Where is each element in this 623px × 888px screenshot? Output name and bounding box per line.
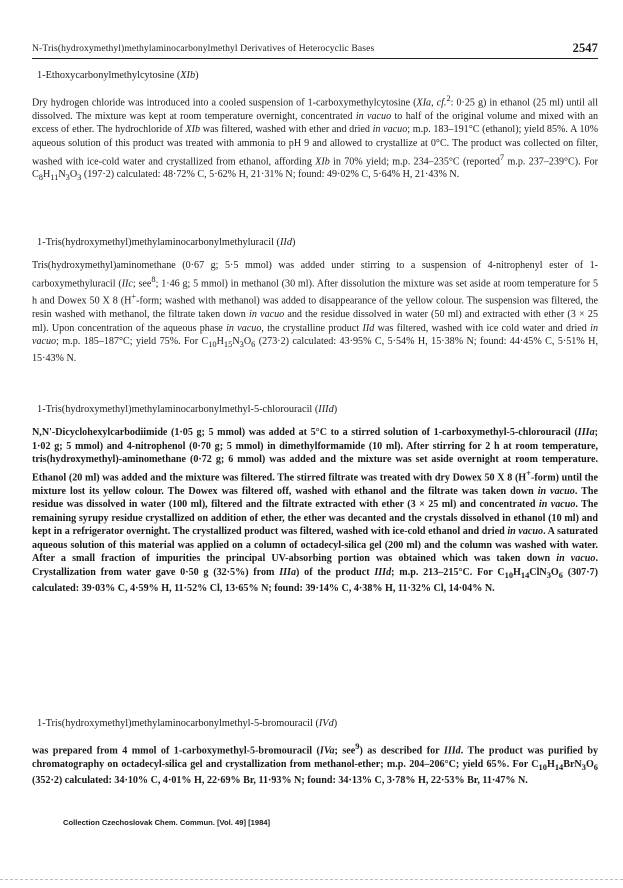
header-rule [32, 58, 598, 59]
section-heading: 1-Tris(hydroxymethyl)methylaminocarbonylmethyl-5-bromouracil (IVd) [37, 718, 338, 729]
section-body: Tris(hydroxymethyl)aminomethane (0·67 g; 5·5 mmol) was added under stirring to a suspension of 4-nitrophenyl ester of 1-carboxymethyluracil (IIc; see$^8$; 1·46 g; 5 mmol) in methanol (30 ml). After dissolution the mixture was set aside at room temperature for 5 h and Dowex 50 X 8 (H+-form; washed with methanol) was added to disappearance of the yellow colour. The suspension was filtered, the resin washed with methanol, the filtrate taken down in vacuo and the residue dissolved in water (50 ml) and extracted with ether (3 × 25 ml). Upon concentration of the aqueous phase in vacuo, the crystalline product IId was filtered, washed with ice cold water and dried in vacuo; m.p. 185–187°C; yield 75%. For $C_{10}H_{15}N_3O_6$ (273·2) calculated: 43·95% C, 5·54% H, 15·38% N; found: 44·45% C, 5·51% H, 15·43% N. [32, 260, 599, 365]
section-heading: 1-Ethoxycarbonylmethylcytosine (XIb) [37, 70, 199, 81]
page-number: 2547 [572, 41, 598, 55]
section-ivd [32, 718, 598, 788]
section-body: N,N'-Dicyclohexylcarbodiimide (1·05 g; 5 mmol) was added at 5°C to a stirred solution of 1-carboxymethyl-5-chlorouracil (IIIa; 1·02 g; 5 mmol) and 4-nitrophenol (0·70 g; 5 mmol) in dimethylformamide (10 ml). After stirring for 2 h at room temperature, tris(hydroxymethyl)-aminomethane (0·72 g; 6 mmol) was added and the mixture was set aside overnight at room temperature. Ethanol (20 ml) was added and the mixture was filtered. The stirred filtrate was treated with dry Dowex 50 X 8 (H+-form) until the mixture lost its yellow colour. The Dowex was filtered off, washed with ethanol and the filtrate was taken down in vacuo. The residue was dissolved in water (100 ml), filtered and the filtrate extracted with ether (3 × 25 ml) and concentrated in vacuo. The remaining syrupy residue crystallized on addition of ether, the ether was decanted and the crystals dissolved in ethanol (10 ml) and kept in a refrigerator overnight. The crystallized product was filtered, washed with ice-cold ethanol and dried in vacuo. A saturated aqueous solution of this material was applied on a column of octadecyl-silica gel (200 ml) and the column was washed with water. After a small fraction of impurities the principal UV-absorbing portion was obtained which was taken down in vacuo. Crystallization from water gave 0·50 g (32·5%) from IIIa) of the product IIId; m.p. 213–215°C. For $C_{10}H_{14}ClN_3O_6$ (307·7) calculated: 39·03% C, 4·59% H, 11·52% Cl, 13·65% N; found: 39·14% C, 4·38% H, 11·32% Cl, 14·04% N. [32, 427, 599, 595]
section-body: Dry hydrogen chloride was introduced into a cooled suspension of 1-carboxymethylcytosine (XIa, cf.$^2$: 0·25 g) in ethanol (25 ml) until all dissolved. The mixture was kept at room temperature overnight, concentrated in vacuo to half of the original volume and mixed with an excess of ether. The hydrochloride of XIb was filtered, washed with ether and dried in vacuo; m.p. 183–191°C (ethanol); yield 85%. A 10% aqueous solution of this product was treated with ammonia to pH 9 and allowed to crystallize at 0°C. The product was collected on filter, washed with ice-cold water and crystallized from ethanol, affording XIb in 70% yield; m.p. 234–235°C (reported$^7$ m.p. 237–239°C). For $C_8H_{11}N_3O_3$ (197·2) calculated: 48·72% C, 5·62% H, 21·31% N; found: 49·02% C, 5·64% H, 21·43% N. [32, 94, 599, 183]
section-xib [32, 70, 598, 185]
section-heading: 1-Tris(hydroxymethyl)methylaminocarbonylmethyl-5-chlorouracil (IIId) [37, 404, 338, 415]
running-title: N-Tris(hydroxymethyl)methylaminocarbonylmethyl Derivatives of Heterocyclic Bases [32, 43, 375, 54]
section-heading: 1-Tris(hydroxymethyl)methylaminocarbonylmethyluracil (IId) [37, 237, 296, 248]
page-header [32, 41, 598, 59]
section-iid [32, 237, 598, 366]
section-iiid [32, 404, 598, 596]
scan-edge-line [0, 879, 623, 880]
journal-citation: Collection Czechoslovak Chem. Commun. [Vol. 49] [1984] [63, 818, 271, 827]
section-body: was prepared from 4 mmol of 1-carboxymethyl-5-bromouracil (IVa; see$^9$) as described for IIId. The product was purified by chromatography on octadecyl-silica gel and crystallization from methanol-ether; m.p. 204–206°C; yield 65%. For $C_{10}H_{14}BrN_3O_6$ (352·2) calculated: 34·10% C, 4·01% H, 22·69% Br, 11·93% N; found: 34·13% C, 3·78% H, 22·53% Br, 11·47% N. [32, 742, 598, 787]
